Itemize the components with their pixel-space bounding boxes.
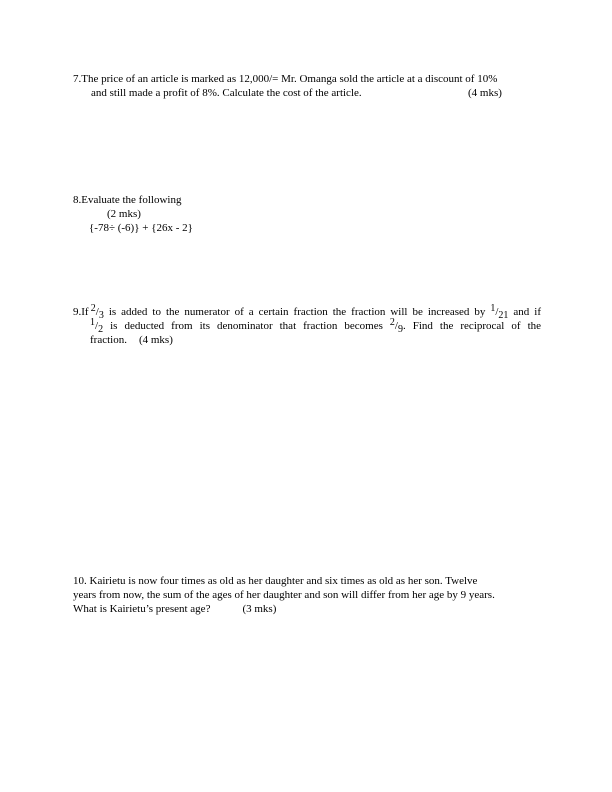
fraction-one-half: $^1/_2$ (90, 317, 104, 335)
question-9-text-2: and if (513, 306, 542, 318)
question-8 (73, 193, 373, 235)
question-7-marks: (4 mks) (468, 87, 502, 99)
question-9-line-3 (73, 333, 541, 347)
question-8-expression: {-78÷ (-6)} + {26x - 2} (89, 222, 193, 234)
question-9-marks: (4 mks) (138, 334, 173, 346)
question-9-line-1 (73, 305, 541, 319)
fraction-two-ninths: $^2/_9$ (389, 317, 403, 335)
question-8-marks: (2 mks) (107, 208, 141, 220)
question-9-prefix: 9.If (73, 306, 89, 318)
question-10-line-1: 10. Kairietu is now four times as old as her daughter and six times as old as her son. Twelve (73, 575, 478, 587)
question-9 (73, 305, 541, 347)
fraction-two-thirds: $^2/_3$ (90, 303, 104, 321)
question-7 (73, 72, 553, 100)
question-10-line-3-text: What is Kairietu’s present age? (73, 603, 211, 615)
question-9-text-1: is added to the numerator of a certain fraction the fraction will be increased by (108, 306, 486, 318)
question-8-line-1: 8.Evaluate the following (73, 194, 182, 206)
question-10-line-2: years from now, the sum of the ages of her daughter and son will differ from her age by 9 years. (73, 589, 495, 601)
question-9-text-5: fraction. (90, 334, 127, 346)
question-9-line-2 (73, 319, 541, 333)
question-7-line-1: 7.The price of an article is marked as 12,000/= Mr. Omanga sold the article at a discount of 10% (73, 73, 498, 85)
question-10-line-3 (73, 602, 543, 616)
fraction-one-twenty-first: $^1/_{21}$ (490, 303, 509, 321)
question-9-text-4: . Find the reciprocal of the (402, 320, 542, 332)
question-9-text-3: is deducted from its denominator that fraction becomes (110, 320, 383, 332)
question-10 (73, 574, 543, 616)
question-10-marks: (3 mks) (242, 603, 277, 615)
question-7-line-2-text: and still made a profit of 8%. Calculate the cost of the article. (91, 87, 362, 99)
question-7-line-2 (73, 86, 553, 100)
